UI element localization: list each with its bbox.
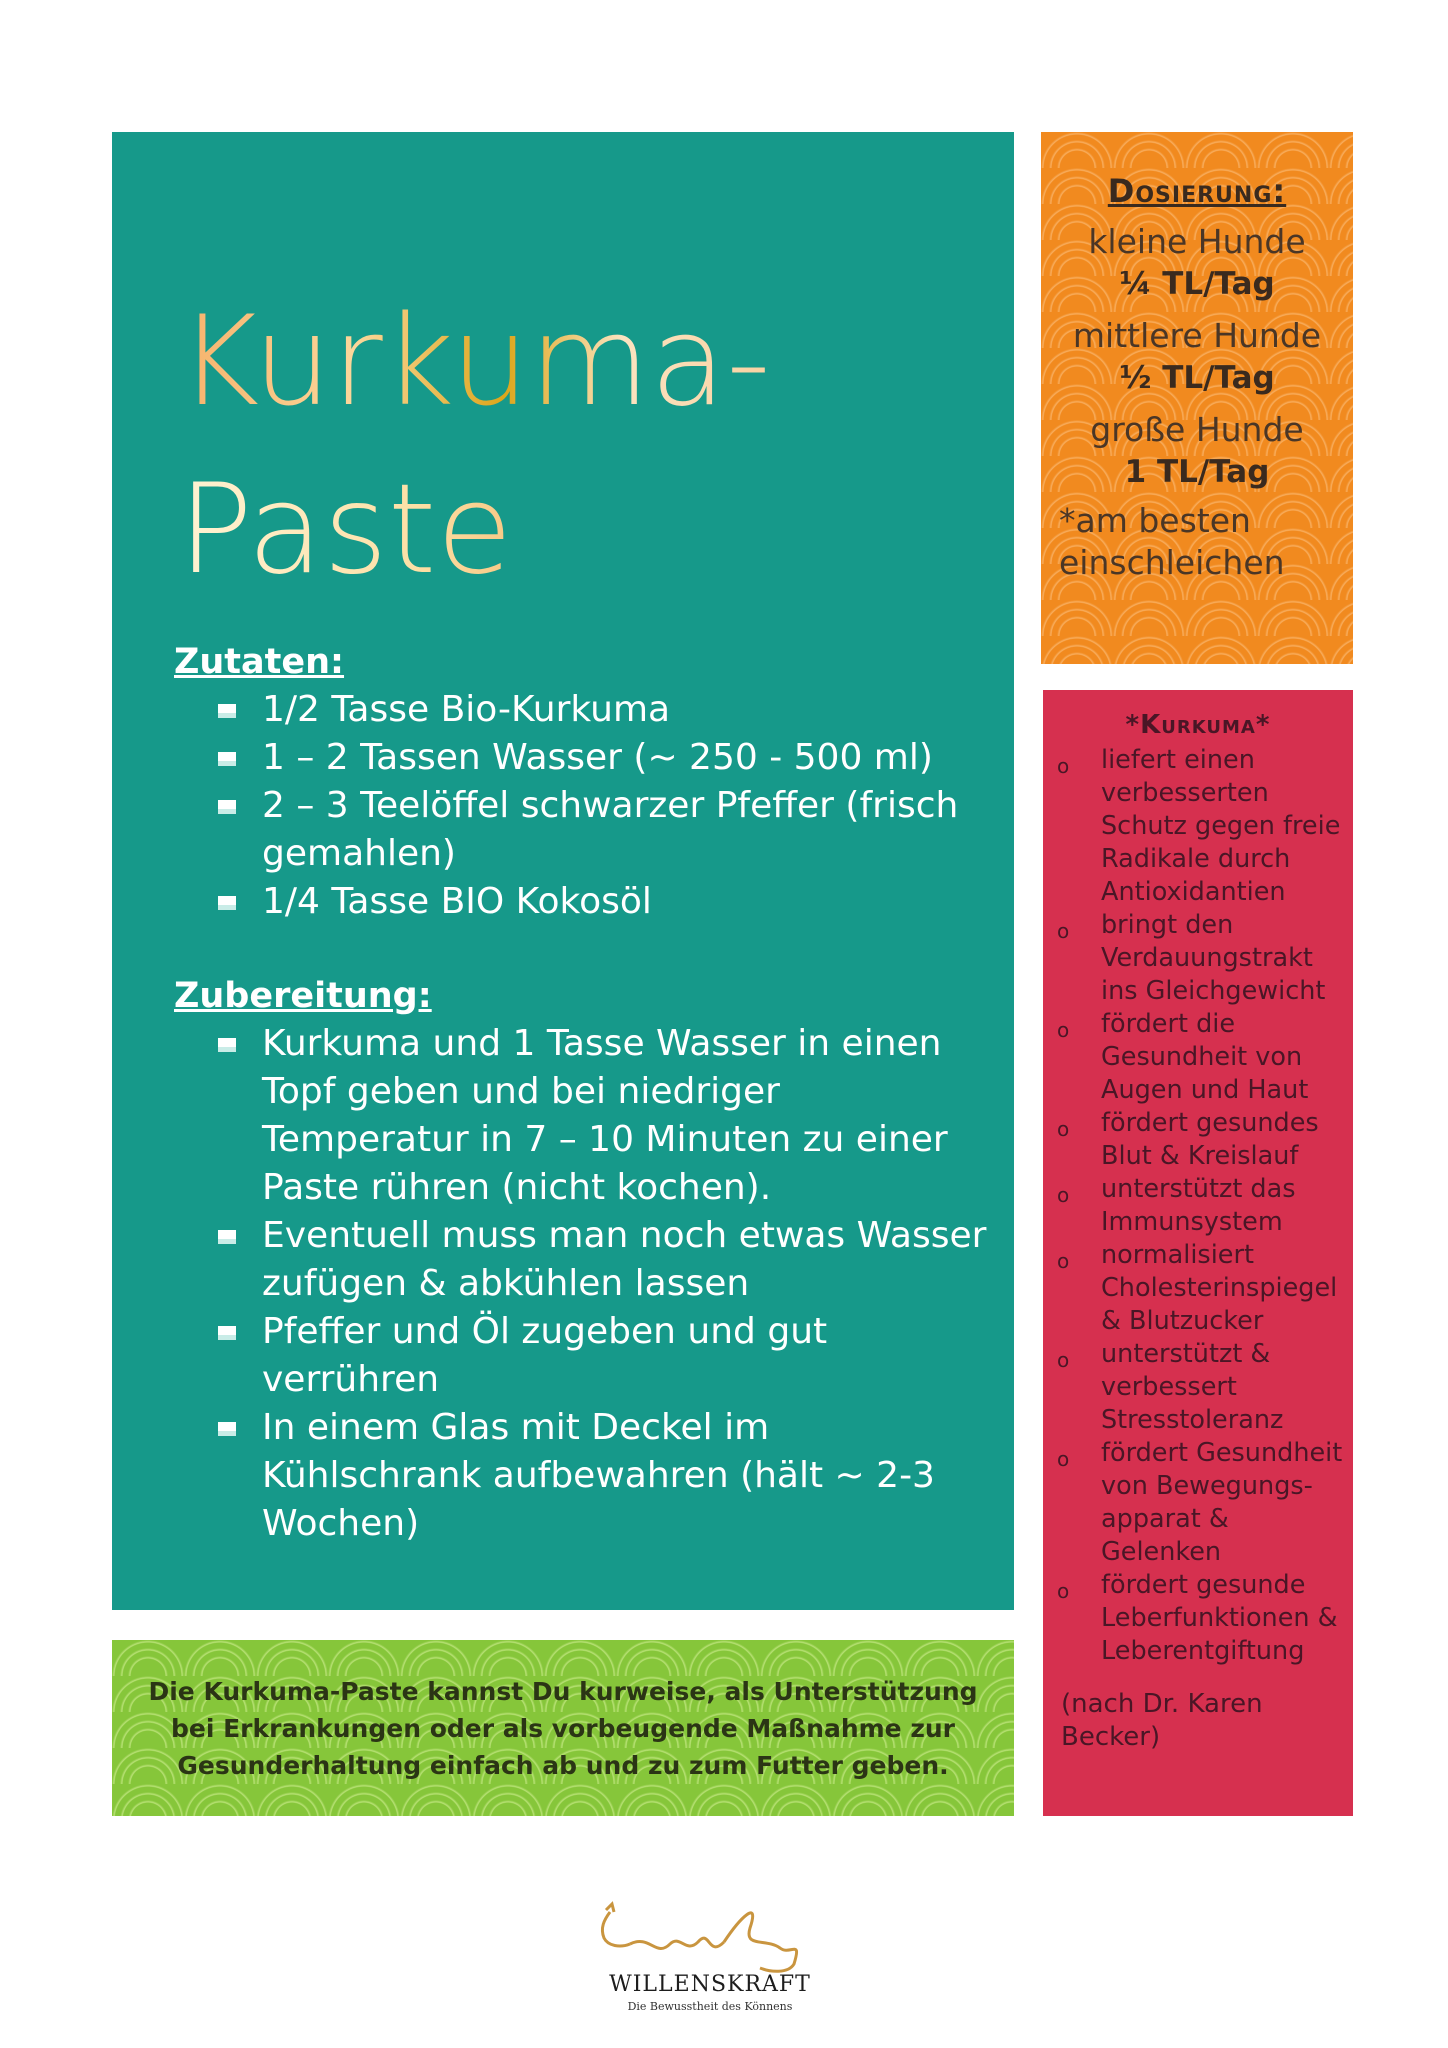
circle-bullet-icon: o (1057, 1447, 1070, 1471)
list-item (262, 1212, 994, 1308)
title-line-1: Kurkuma- (178, 278, 771, 446)
dosage-note: *am besten einschleichen (1059, 501, 1285, 582)
list-item (262, 1404, 994, 1548)
list-item-text: fördert gesundes Blut & Kreislauf (1101, 1108, 1319, 1171)
list-item (1057, 1569, 1353, 1668)
square-bullet-icon (218, 1038, 236, 1052)
list-item-text: 2 – 3 Teelöffel schwarzer Pfeffer (frisch gemahlen) (262, 785, 959, 874)
dosage-label: mittlere Hunde (1072, 316, 1322, 355)
circle-bullet-icon: o (1057, 1117, 1070, 1141)
dosage-value: ½ TL/Tag (1119, 360, 1275, 396)
benefits-heading: *Kurkuma* (1125, 710, 1271, 740)
dosage-heading: Dosierung: (1107, 172, 1287, 210)
logo-mark-icon (590, 1898, 830, 1974)
square-bullet-icon (218, 752, 236, 766)
list-item (1057, 1173, 1353, 1239)
square-bullet-icon (218, 1230, 236, 1244)
list-item-text: Kurkuma und 1 Tasse Wasser in einen Topf geben und bei niedriger Temperatur in 7 – 10 Minuten zu einer Paste rühren (nicht kochen). (262, 1023, 948, 1208)
benefits-list (1043, 744, 1353, 1668)
list-item-text: 1/2 Tasse Bio-Kurkuma (262, 689, 671, 730)
list-item (262, 734, 994, 782)
circle-bullet-icon: o (1057, 1579, 1070, 1603)
dosage-label: große Hunde (1090, 410, 1304, 449)
square-bullet-icon (218, 896, 236, 910)
list-item-text: 1/4 Tasse BIO Kokosöl (262, 881, 652, 922)
benefits-source: (nach Dr. Karen Becker) (1061, 1689, 1263, 1752)
logo-brand: WILLENSKRAFT (609, 1972, 811, 1997)
list-item-text: bringt den Verdauungstrakt ins Gleichgewicht (1101, 910, 1326, 1006)
dosage-large (1041, 408, 1353, 492)
list-item (262, 1308, 994, 1404)
list-item-text: normalisiert Cholesterinspiegel & Blutzucker (1101, 1240, 1338, 1336)
list-item-text: unterstützt das Immunsystem (1101, 1174, 1296, 1237)
dosage-panel (1041, 132, 1353, 664)
logo (560, 1898, 860, 2018)
dosage-value: ¼ TL/Tag (1119, 266, 1275, 302)
page-title (178, 278, 771, 614)
circle-bullet-icon: o (1057, 919, 1070, 943)
list-item (1057, 744, 1353, 909)
benefits-panel (1043, 690, 1353, 1816)
list-item-text: In einem Glas mit Deckel im Kühlschrank aufbewahren (hält ~ 2-3 Wochen) (262, 1407, 935, 1544)
list-item (1057, 1008, 1353, 1107)
recipe-panel (112, 132, 1014, 1610)
dosage-label: kleine Hunde (1088, 222, 1306, 261)
list-item (1057, 909, 1353, 1008)
ingredients-heading: Zutaten: (174, 642, 345, 682)
list-item-text: 1 – 2 Tassen Wasser (~ 250 - 500 ml) (262, 737, 933, 778)
dosage-value: 1 TL/Tag (1124, 454, 1270, 490)
list-item (262, 686, 994, 734)
square-bullet-icon (218, 704, 236, 718)
circle-bullet-icon: o (1057, 1348, 1070, 1372)
preparation-section (174, 972, 994, 1548)
preparation-list (174, 1020, 994, 1548)
list-item-text: Eventuell muss man noch etwas Wasser zufügen & abkühlen lassen (262, 1215, 987, 1304)
ingredients-section (174, 638, 994, 926)
note-panel (112, 1640, 1014, 1816)
list-item (1057, 1437, 1353, 1569)
list-item-text: fördert gesunde Leberfunktionen & Leberentgiftung (1101, 1570, 1338, 1666)
square-bullet-icon (218, 1326, 236, 1340)
list-item-text: unterstützt & verbessert Stresstoleranz (1101, 1339, 1284, 1435)
list-item-text: liefert einen verbesserten Schutz gegen freie Radikale durch Antioxidantien (1101, 745, 1341, 907)
list-item (1057, 1107, 1353, 1173)
preparation-heading: Zubereitung: (174, 976, 432, 1016)
title-line-2: Paste (178, 446, 771, 614)
square-bullet-icon (218, 800, 236, 814)
dosage-small (1041, 220, 1353, 304)
dosage-medium (1041, 314, 1353, 398)
ingredients-list (174, 686, 994, 926)
list-item-text: fördert Gesundheit von Bewegungs-apparat & Gelenken (1101, 1438, 1343, 1567)
list-item-text: fördert die Gesundheit von Augen und Haut (1101, 1009, 1309, 1105)
circle-bullet-icon: o (1057, 1183, 1070, 1207)
list-item (1057, 1239, 1353, 1338)
square-bullet-icon (218, 1422, 236, 1436)
list-item (1057, 1338, 1353, 1437)
logo-tagline: Die Bewusstheit des Könnens (627, 2000, 793, 2013)
circle-bullet-icon: o (1057, 754, 1070, 778)
circle-bullet-icon: o (1057, 1249, 1070, 1273)
list-item (262, 878, 994, 926)
list-item (262, 782, 994, 878)
list-item-text: Pfeffer und Öl zugeben und gut verrühren (262, 1311, 828, 1400)
circle-bullet-icon: o (1057, 1018, 1070, 1042)
list-item (262, 1020, 994, 1212)
note-text: Die Kurkuma-Paste kannst Du kurweise, als Unterstützung bei Erkrankungen oder als vorbeugende Maßnahme zur Gesunderhaltung einfach ab und zu zum Futter geben. (148, 1676, 978, 1780)
